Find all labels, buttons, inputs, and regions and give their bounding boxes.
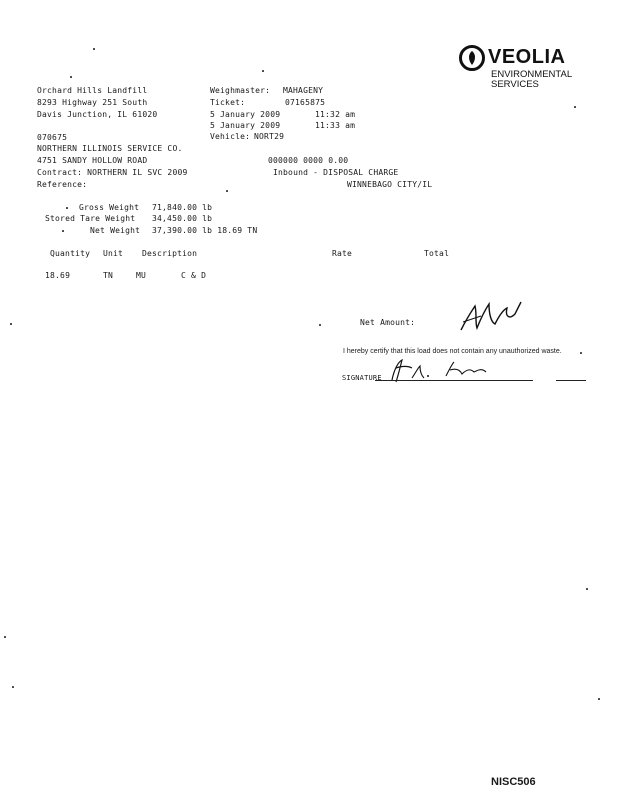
scan-speck bbox=[226, 190, 228, 192]
scan-speck bbox=[574, 106, 576, 108]
scan-speck bbox=[12, 686, 14, 688]
net-weight-label: Net Weight bbox=[90, 226, 141, 235]
header-quantity: Quantity bbox=[50, 249, 91, 258]
header-description: Description bbox=[142, 249, 198, 258]
header-rate: Rate bbox=[332, 249, 353, 258]
inbound-charge: Inbound - DISPOSAL CHARGE bbox=[273, 168, 399, 177]
veolia-logo bbox=[458, 44, 588, 94]
row-code: MU bbox=[136, 271, 147, 280]
scan-speck bbox=[62, 230, 64, 232]
signature-line-end bbox=[556, 380, 586, 381]
logo-brand: VEOLIA bbox=[488, 46, 566, 68]
row-description: C & D bbox=[181, 271, 207, 280]
site-address-line1: 8293 Highway 251 South bbox=[37, 98, 148, 107]
scan-speck bbox=[93, 48, 95, 50]
vehicle-label: Vehicle: bbox=[210, 132, 251, 141]
logo-line-services: SERVICES bbox=[491, 79, 539, 90]
tare-weight-value: 34,450.00 lb bbox=[152, 214, 213, 223]
origin-location: WINNEBAGO CITY/IL bbox=[347, 180, 433, 189]
weighmaster-label: Weighmaster: bbox=[210, 86, 271, 95]
gross-weight-label: Gross Weight bbox=[79, 203, 140, 212]
customer-name: NORTHERN ILLINOIS SERVICE CO. bbox=[37, 144, 183, 153]
customer-code: 070675 bbox=[37, 133, 68, 142]
header-total: Total bbox=[424, 249, 450, 258]
bates-number: NISC506 bbox=[491, 776, 536, 788]
gross-weight-value: 71,840.00 lb bbox=[152, 203, 213, 212]
scan-speck bbox=[70, 76, 72, 78]
signature-label: SIGNATURE bbox=[342, 374, 382, 382]
customer-address: 4751 SANDY HOLLOW ROAD bbox=[37, 156, 148, 165]
logo-line-environmental: ENVIRONMENTAL bbox=[491, 69, 573, 80]
ticket-number: 07165875 bbox=[285, 98, 326, 107]
time-in-date: 5 January 2009 bbox=[210, 110, 281, 119]
site-address-line2: Davis Junction, IL 61020 bbox=[37, 110, 158, 119]
ticket-label: Ticket: bbox=[210, 98, 246, 107]
scan-speck bbox=[4, 636, 6, 638]
time-out: 11:33 am bbox=[315, 121, 356, 130]
scan-speck bbox=[586, 588, 588, 590]
row-quantity: 18.69 bbox=[45, 271, 71, 280]
scan-speck bbox=[598, 698, 600, 700]
header-unit: Unit bbox=[103, 249, 124, 258]
scan-speck bbox=[580, 352, 582, 354]
certification-text: I hereby certify that this load does not contain any unauthorized waste. bbox=[343, 348, 562, 355]
row-unit: TN bbox=[103, 271, 114, 280]
time-in: 11:32 am bbox=[315, 110, 356, 119]
contract: Contract: NORTHERN IL SVC 2009 bbox=[37, 168, 188, 177]
scan-speck bbox=[319, 324, 321, 326]
scan-speck bbox=[66, 207, 68, 209]
reference-label: Reference: bbox=[37, 180, 88, 189]
tare-weight-label: Stored Tare Weight bbox=[45, 214, 136, 223]
account-codes: 000000 0000 0.00 bbox=[268, 156, 349, 165]
scan-speck bbox=[10, 323, 12, 325]
signature-line bbox=[375, 380, 533, 381]
veolia-emblem-icon bbox=[458, 44, 486, 72]
weighmaster-value: MAHAGENY bbox=[283, 86, 324, 95]
handwritten-initials bbox=[455, 292, 527, 338]
net-weight-value: 37,390.00 lb 18.69 TN bbox=[152, 226, 258, 235]
time-out-date: 5 January 2009 bbox=[210, 121, 281, 130]
net-amount-label: Net Amount: bbox=[360, 318, 416, 327]
vehicle-value: NORT29 bbox=[254, 132, 285, 141]
site-name: Orchard Hills Landfill bbox=[37, 86, 148, 95]
scan-speck bbox=[262, 70, 264, 72]
